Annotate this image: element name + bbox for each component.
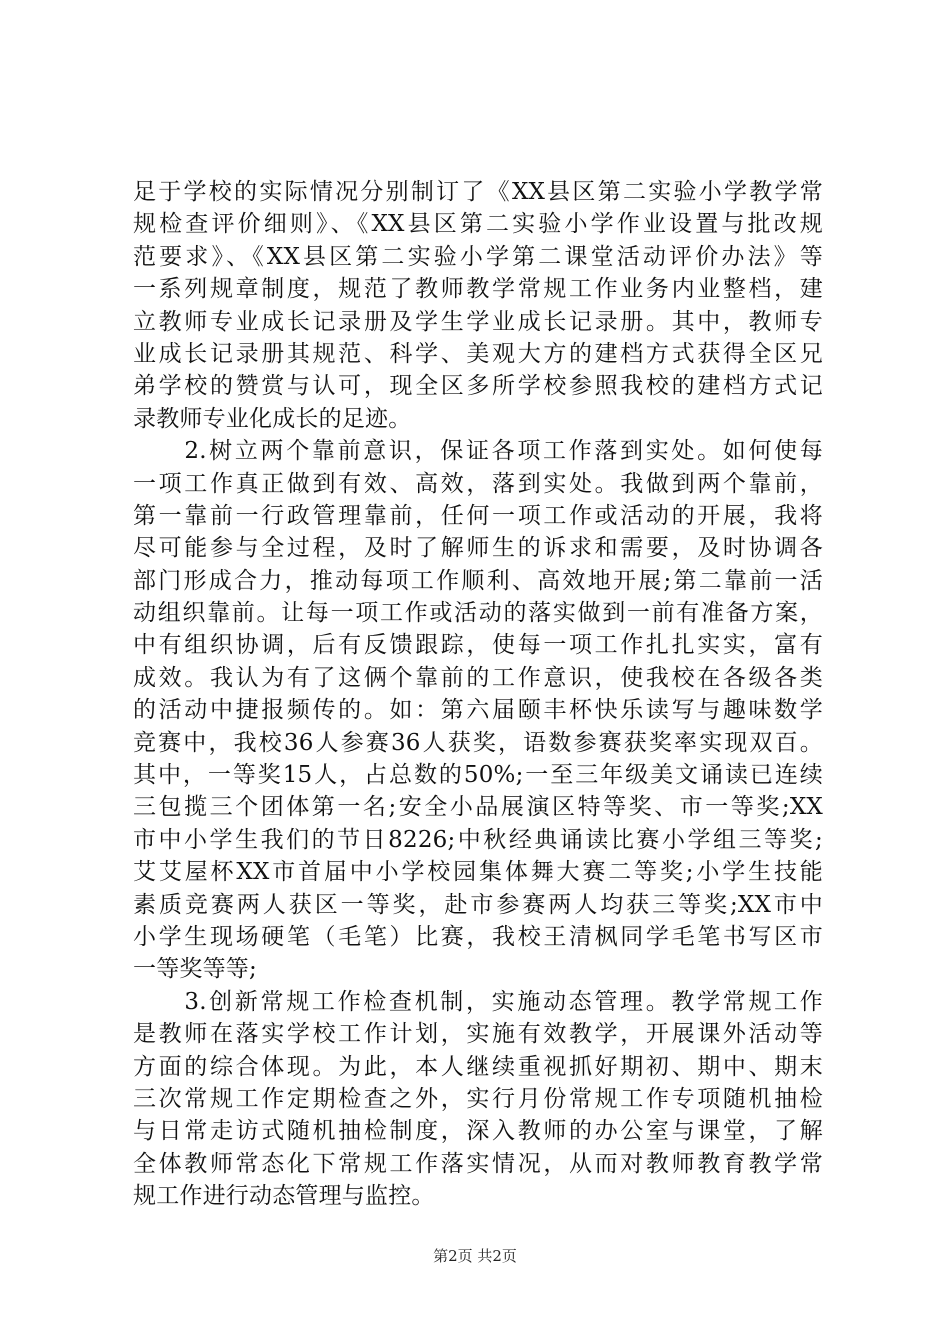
text-line: 部门形成合力，推动每项工作顺利、高效地开展;第二靠前一活 bbox=[133, 567, 823, 594]
text-line: 录教师专业化成长的足迹。 bbox=[133, 405, 412, 432]
text-line: 竞赛中，我校36人参赛36人获奖，语数参赛获奖率实现双百。 bbox=[133, 729, 823, 756]
text-line: 的活动中捷报频传的。如：第六届颐丰杯快乐读写与趣味数学 bbox=[133, 697, 823, 724]
text-line: 成效。我认为有了这俩个靠前的工作意识，使我校在各级各类 bbox=[133, 664, 823, 691]
page-footer: 第2页 共2页 bbox=[433, 1247, 517, 1265]
text-line: 中有组织协调，后有反馈跟踪，使每一项工作扎扎实实，富有 bbox=[133, 632, 823, 659]
text-line: 第一靠前一行政管理靠前，任何一项工作或活动的开展，我将 bbox=[133, 502, 823, 529]
text-line: 规工作进行动态管理与监控。 bbox=[133, 1183, 435, 1210]
text-line: 立教师专业成长记录册及学生学业成长记录册。其中，教师专 bbox=[133, 308, 823, 335]
text-line: 弟学校的赞赏与认可，现全区多所学校参照我校的建档方式记 bbox=[133, 373, 823, 400]
text-line: 2.树立两个靠前意识，保证各项工作落到实处。如何使每 bbox=[133, 438, 823, 465]
text-line: 范要求》、《XX县区第二实验小学第二课堂活动评价办法》等 bbox=[133, 243, 823, 270]
text-line: 艾艾屋杯XX市首届中小学校园集体舞大赛二等奖;小学生技能 bbox=[133, 859, 823, 886]
text-line: 3.创新常规工作检查机制，实施动态管理。教学常规工作 bbox=[133, 988, 823, 1015]
text-line: 一项工作真正做到有效、高效，落到实处。我做到两个靠前， bbox=[133, 470, 823, 497]
text-line: 规检查评价细则》、《XX县区第二实验小学作业设置与批改规 bbox=[133, 211, 823, 238]
text-line: 一系列规章制度，规范了教师教学常规工作业务内业整档，建 bbox=[133, 276, 823, 303]
text-line: 三包揽三个团体第一名;安全小品展演区特等奖、市一等奖;XX bbox=[133, 794, 823, 821]
text-line: 业成长记录册其规范、科学、美观大方的建档方式获得全区兄 bbox=[133, 340, 823, 367]
text-line: 是教师在落实学校工作计划，实施有效教学，开展课外活动等 bbox=[133, 1021, 823, 1048]
body-text bbox=[133, 176, 823, 1213]
text-line: 其中，一等奖15人，占总数的50%;一至三年级美文诵读已连续 bbox=[133, 762, 823, 789]
text-line: 方面的综合体现。为此，本人继续重视抓好期初、期中、期末 bbox=[133, 1053, 823, 1080]
text-line: 与日常走访式随机抽检制度，深入教师的办公室与课堂，了解 bbox=[133, 1118, 823, 1145]
text-line: 尽可能参与全过程，及时了解师生的诉求和需要，及时协调各 bbox=[133, 535, 823, 562]
text-line: 市中小学生我们的节日8226;中秋经典诵读比赛小学组三等奖; bbox=[133, 826, 823, 853]
text-line: 动组织靠前。让每一项工作或活动的落实做到一前有准备方案， bbox=[133, 600, 823, 627]
text-line: 全体教师常态化下常规工作落实情况，从而对教师教育教学常 bbox=[133, 1150, 823, 1177]
text-line: 素质竞赛两人获区一等奖，赴市参赛两人均获三等奖;XX市中 bbox=[133, 891, 823, 918]
text-line: 一等奖等等; bbox=[133, 956, 257, 983]
text-line: 三次常规工作定期检查之外，实行月份常规工作专项随机抽检 bbox=[133, 1085, 823, 1112]
text-line: 足于学校的实际情况分别制订了《XX县区第二实验小学教学常 bbox=[133, 179, 823, 205]
text-line: 小学生现场硬笔（毛笔）比赛，我校王清枫同学毛笔书写区市 bbox=[133, 923, 823, 950]
